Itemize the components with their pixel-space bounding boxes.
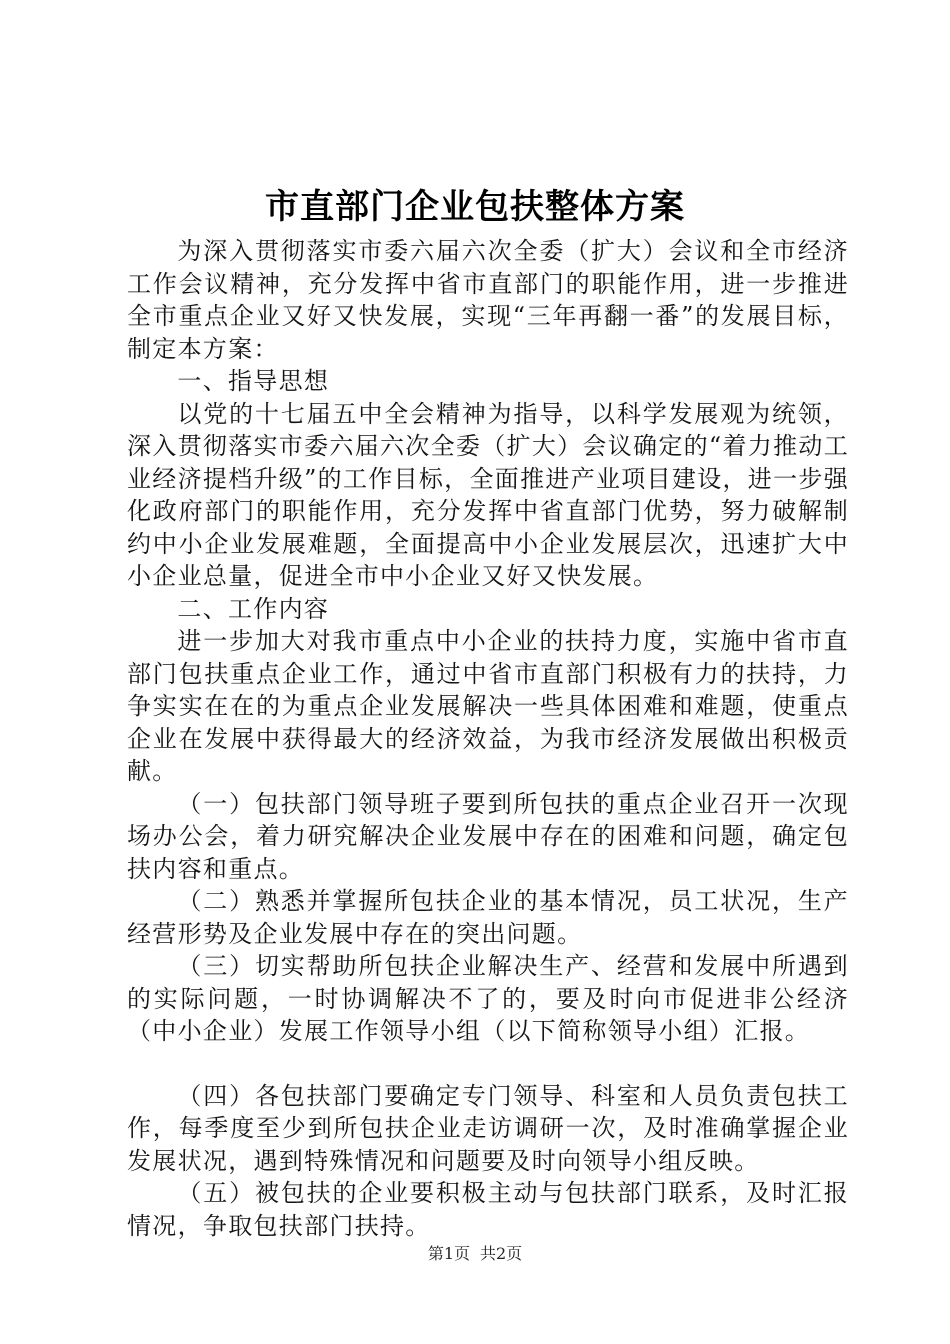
page-number: 第1页: [427, 1244, 470, 1263]
work-item-2: （二）熟悉并掌握所包扶企业的基本情况，员工状况，生产经营形势及企业发展中存在的突出问题。: [127, 887, 849, 948]
page-total: 共2页: [480, 1244, 523, 1263]
work-item-5: （五）被包扶的企业要积极主动与包扶部门联系，及时汇报情况，争取包扶部门扶持。: [127, 1179, 849, 1240]
work-item-1: （一）包扶部门领导班子要到所包扶的重点企业召开一次现场办公会，着力研究解决企业发展中存在的困难和问题，确定包扶内容和重点。: [127, 789, 849, 883]
work-item-4: （四）各包扶部门要确定专门领导、科室和人员负责包扶工作，每季度至少到所包扶企业走访调研一次，及时准确掌握企业发展状况，遇到特殊情况和问题要及时向领导小组反映。: [127, 1081, 849, 1175]
work-content-paragraph: 进一步加大对我市重点中小企业的扶持力度，实施中省市直部门包扶重点企业工作，通过中省市直部门积极有力的扶持，力争实实在在的为重点企业发展解决一些具体困难和难题，使重点企业在发展中获得最大的经济效益，为我市经济发展做出积极贡献。: [127, 627, 849, 785]
section-heading-guiding-ideology: 一、指导思想: [177, 367, 330, 395]
document-body: [127, 235, 849, 1242]
work-item-3: （三）切实帮助所包扶企业解决生产、经营和发展中所遇到的实际问题，一时协调解决不了的，要及时向市促进非公经济（中小企业）发展工作领导小组（以下简称领导小组）汇报。: [127, 952, 849, 1045]
section-heading-work-content: 二、工作内容: [177, 594, 330, 623]
page-footer: [0, 1243, 950, 1265]
document-title: 市直部门企业包扶整体方案: [265, 187, 685, 227]
intro-paragraph: 为深入贯彻落实市委六届六次全委（扩大）会议和全市经济工作会议精神，充分发挥中省市直部门的职能作用，进一步推进全市重点企业又好又快发展，实现“三年再翻一番”的发展目标，制定本方案：: [127, 237, 849, 363]
guiding-ideology-paragraph: 以党的十七届五中全会精神为指导，以科学发展观为统领，深入贯彻落实市委六届六次全委（扩大）会议确定的“着力推动工业经济提档升级”的工作目标，全面推进产业项目建设，进一步强化政府部门的职能作用，充分发挥中省直部门优势，努力破解制约中小企业发展难题，全面提高中小企业发展层次，迅速扩大中小企业总量，促进全市中小企业又好又快发展。: [127, 399, 849, 590]
